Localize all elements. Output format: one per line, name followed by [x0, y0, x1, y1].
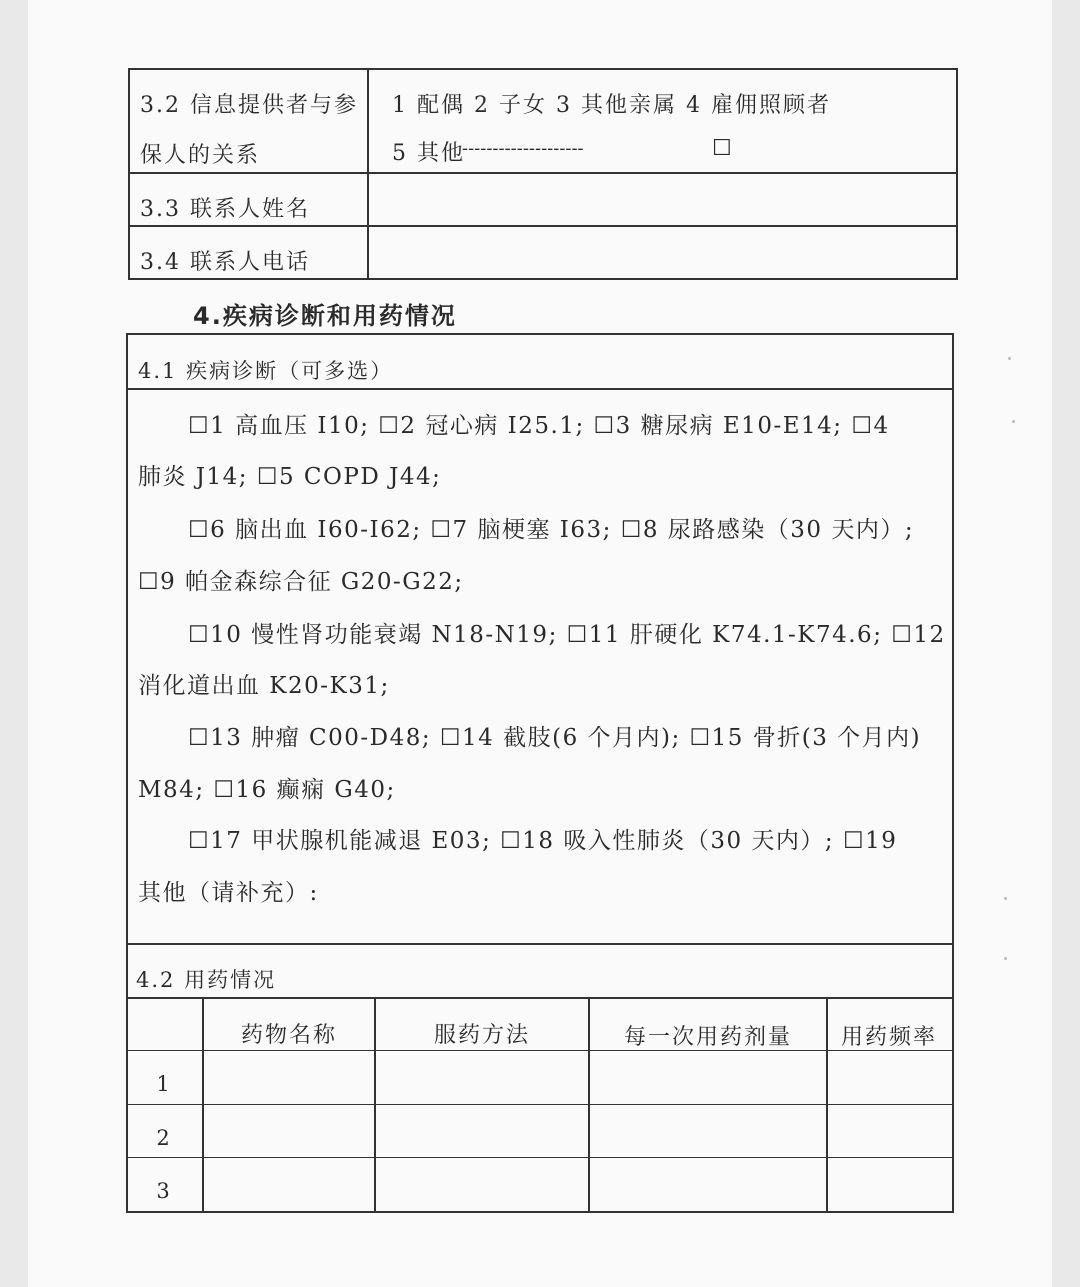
diag-line[interactable]: ☐17 甲状腺机能减退 E03; ☐18 吸入性肺炎（30 天内）; ☐19 — [188, 828, 898, 854]
scan-speck — [1004, 957, 1007, 960]
q32-options-line1: 1 配偶 2 子女 3 其他亲属 4 雇佣照顾者 — [392, 93, 831, 118]
scan-speck — [1012, 420, 1015, 423]
med-input-cell[interactable] — [376, 1052, 588, 1104]
diag-line[interactable]: ☐13 肿瘤 C00-D48; ☐14 截肢(6 个月内); ☐15 骨折(3 个月内) — [188, 725, 922, 751]
med-input-cell[interactable] — [828, 1106, 950, 1157]
med-header-drug-name: 药物名称 — [240, 1023, 337, 1048]
med-row-number: 3 — [156, 1179, 172, 1203]
med-input-cell[interactable] — [828, 1159, 950, 1211]
med-input-cell[interactable] — [376, 1106, 588, 1157]
diag-line[interactable]: 肺炎 J14; ☐5 COPD J44; — [138, 464, 442, 490]
medication-label: 4.2 用药情况 — [136, 968, 277, 992]
med-input-cell[interactable] — [204, 1159, 374, 1211]
med-input-cell[interactable] — [376, 1159, 588, 1211]
diag-line[interactable]: M84; ☐16 癫痫 G40; — [138, 777, 396, 803]
med-input-cell[interactable] — [204, 1106, 374, 1157]
q34-input-cell[interactable] — [370, 227, 955, 277]
q32-other-blank[interactable]: -------------------- — [462, 138, 584, 159]
diag-line[interactable]: ☐6 脑出血 I60-I62; ☐7 脑梗塞 I63; ☐8 尿路感染（30 天内）; — [188, 517, 915, 543]
med-input-cell[interactable] — [590, 1159, 826, 1211]
med-row-number: 1 — [156, 1072, 172, 1096]
med-header-dose: 每一次用药剂量 — [623, 1025, 792, 1050]
diagnosis-label: 4.1 疾病诊断（可多选） — [138, 359, 394, 383]
q34-label: 3.4 联系人电话 — [140, 250, 310, 275]
med-header-method: 服药方法 — [433, 1023, 530, 1048]
q32-checkbox[interactable]: ☐ — [712, 136, 734, 161]
diag-line[interactable]: ☐1 高血压 I10; ☐2 冠心病 I25.1; ☐3 糖尿病 E10-E14; ☐4 — [188, 413, 890, 439]
scan-speck — [1004, 897, 1007, 900]
diag-line[interactable]: ☐9 帕金森综合征 G20-G22; — [138, 569, 464, 595]
section4-heading: 4.疾病诊断和用药情况 — [193, 302, 457, 330]
med-input-cell[interactable] — [204, 1052, 374, 1104]
q32-options-line2: 5 其他 — [392, 141, 465, 166]
med-input-cell[interactable] — [590, 1106, 826, 1157]
q32-label-line1: 3.2 信息提供者与参 — [140, 93, 358, 118]
q33-input-cell[interactable] — [370, 174, 955, 224]
q32-label-line2: 保人的关系 — [140, 143, 261, 168]
q33-label: 3.3 联系人姓名 — [140, 197, 310, 222]
scan-speck — [1008, 357, 1011, 360]
diag-line[interactable]: ☐10 慢性肾功能衰竭 N18-N19; ☐11 肝硬化 K74.1-K74.6; ☐12 — [188, 622, 946, 648]
med-input-cell[interactable] — [590, 1052, 826, 1104]
med-input-cell[interactable] — [828, 1052, 950, 1104]
med-header-frequency: 用药频率 — [840, 1025, 937, 1050]
med-row-number: 2 — [156, 1126, 172, 1150]
diag-line[interactable]: 其他（请补充）: — [138, 880, 319, 906]
diag-line[interactable]: 消化道出血 K20-K31; — [138, 673, 390, 699]
